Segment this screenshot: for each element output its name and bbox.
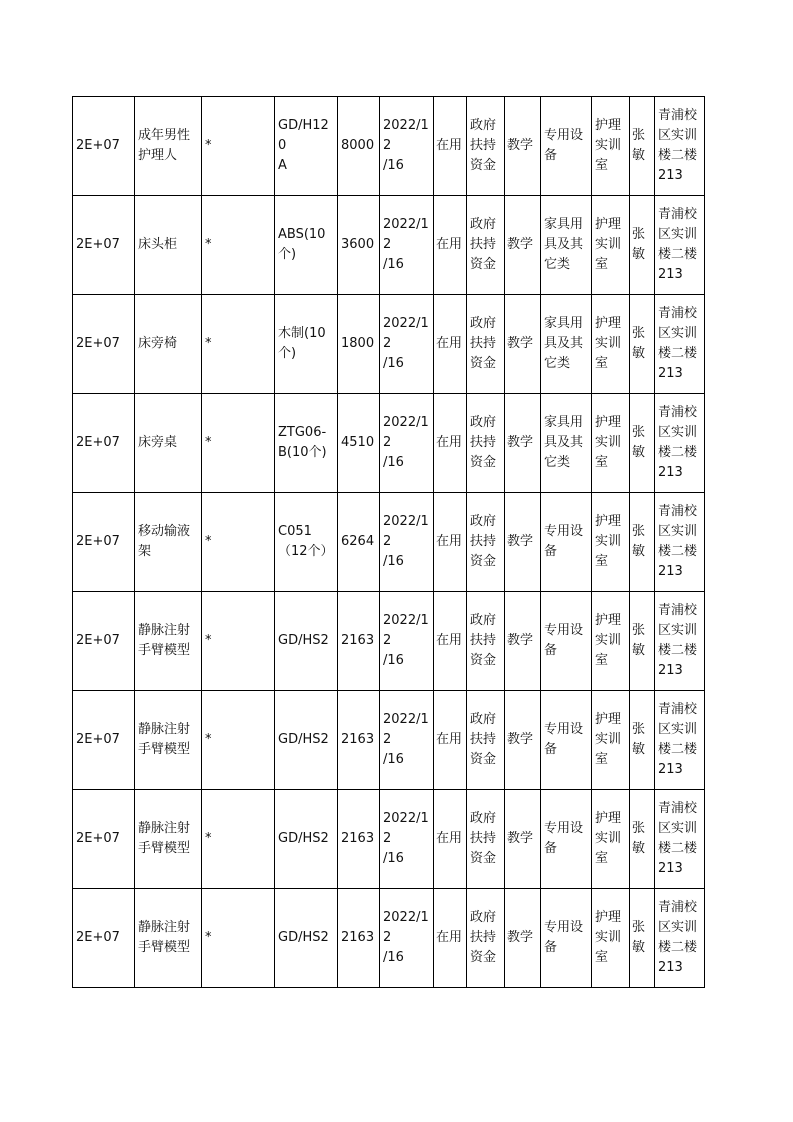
asterisk-cell: * [202,394,275,493]
table-row [73,295,705,394]
asterisk-cell: * [202,592,275,691]
department-cell: 护理 实训 室 [592,394,630,493]
status-cell: 在用 [434,493,467,592]
department-cell: 护理 实训 室 [592,790,630,889]
status-cell: 在用 [434,394,467,493]
category-cell: 专用设 备 [541,691,592,790]
price-cell: 4510 [338,394,380,493]
usage-cell: 教学 [505,295,541,394]
table-row [73,592,705,691]
usage-cell: 教学 [505,790,541,889]
status-cell: 在用 [434,196,467,295]
custodian-cell: 张 敏 [630,97,655,196]
model-cell: GD/HS2 [275,889,338,988]
location-cell: 青浦校 区实训 楼二楼 213 [655,196,705,295]
usage-cell: 教学 [505,97,541,196]
category-cell: 专用设 备 [541,790,592,889]
model-cell: GD/HS2 [275,592,338,691]
custodian-cell: 张 敏 [630,196,655,295]
location-cell: 青浦校 区实训 楼二楼 213 [655,493,705,592]
price-cell: 3600 [338,196,380,295]
asset-name-cell: 静脉注射 手臂模型 [135,790,202,889]
model-cell: ZTG06- B(10个) [275,394,338,493]
department-cell: 护理 实训 室 [592,691,630,790]
asset-name-cell: 床旁椅 [135,295,202,394]
asset-code-cell: 2E+07 [73,394,135,493]
funding-source-cell: 政府 扶持 资金 [467,295,505,394]
location-cell: 青浦校 区实训 楼二楼 213 [655,889,705,988]
status-cell: 在用 [434,592,467,691]
date-cell: 2022/12 /16 [380,394,434,493]
usage-cell: 教学 [505,394,541,493]
price-cell: 6264 [338,493,380,592]
asterisk-cell: * [202,97,275,196]
status-cell: 在用 [434,790,467,889]
price-cell: 2163 [338,790,380,889]
category-cell: 专用设 备 [541,493,592,592]
asset-name-cell: 静脉注射 手臂模型 [135,889,202,988]
custodian-cell: 张 敏 [630,295,655,394]
custodian-cell: 张 敏 [630,592,655,691]
asset-code-cell: 2E+07 [73,493,135,592]
funding-source-cell: 政府 扶持 资金 [467,493,505,592]
asterisk-cell: * [202,790,275,889]
table-row [73,493,705,592]
category-cell: 专用设 备 [541,592,592,691]
asterisk-cell: * [202,295,275,394]
location-cell: 青浦校 区实训 楼二楼 213 [655,691,705,790]
model-cell: ABS(10 个) [275,196,338,295]
status-cell: 在用 [434,295,467,394]
table-row [73,691,705,790]
funding-source-cell: 政府 扶持 资金 [467,889,505,988]
table-row [73,394,705,493]
asset-code-cell: 2E+07 [73,295,135,394]
funding-source-cell: 政府 扶持 资金 [467,790,505,889]
price-cell: 1800 [338,295,380,394]
date-cell: 2022/12 /16 [380,295,434,394]
asterisk-cell: * [202,196,275,295]
asset-name-cell: 床头柜 [135,196,202,295]
location-cell: 青浦校 区实训 楼二楼 213 [655,592,705,691]
asset-code-cell: 2E+07 [73,97,135,196]
location-cell: 青浦校 区实训 楼二楼 213 [655,790,705,889]
price-cell: 2163 [338,592,380,691]
status-cell: 在用 [434,691,467,790]
asset-code-cell: 2E+07 [73,196,135,295]
custodian-cell: 张 敏 [630,889,655,988]
model-cell: 木制(10 个) [275,295,338,394]
department-cell: 护理 实训 室 [592,889,630,988]
category-cell: 家具用 具及其 它类 [541,295,592,394]
custodian-cell: 张 敏 [630,691,655,790]
department-cell: 护理 实训 室 [592,493,630,592]
status-cell: 在用 [434,97,467,196]
date-cell: 2022/12 /16 [380,691,434,790]
asset-name-cell: 静脉注射 手臂模型 [135,691,202,790]
date-cell: 2022/12 /16 [380,196,434,295]
price-cell: 2163 [338,691,380,790]
asset-name-cell: 静脉注射 手臂模型 [135,592,202,691]
date-cell: 2022/12 /16 [380,889,434,988]
model-cell: GD/H120 A [275,97,338,196]
department-cell: 护理 实训 室 [592,97,630,196]
funding-source-cell: 政府 扶持 资金 [467,97,505,196]
table-row [73,196,705,295]
department-cell: 护理 实训 室 [592,295,630,394]
category-cell: 专用设 备 [541,97,592,196]
date-cell: 2022/12 /16 [380,592,434,691]
asset-name-cell: 床旁桌 [135,394,202,493]
category-cell: 家具用 具及其 它类 [541,196,592,295]
location-cell: 青浦校 区实训 楼二楼 213 [655,97,705,196]
model-cell: C051 （12个） [275,493,338,592]
model-cell: GD/HS2 [275,691,338,790]
table-row [73,790,705,889]
funding-source-cell: 政府 扶持 资金 [467,691,505,790]
funding-source-cell: 政府 扶持 资金 [467,592,505,691]
usage-cell: 教学 [505,592,541,691]
asset-code-cell: 2E+07 [73,691,135,790]
usage-cell: 教学 [505,493,541,592]
model-cell: GD/HS2 [275,790,338,889]
location-cell: 青浦校 区实训 楼二楼 213 [655,295,705,394]
asset-name-cell: 移动输液 架 [135,493,202,592]
custodian-cell: 张 敏 [630,790,655,889]
asset-table [72,96,705,988]
department-cell: 护理 实训 室 [592,592,630,691]
custodian-cell: 张 敏 [630,394,655,493]
price-cell: 2163 [338,889,380,988]
table-row [73,97,705,196]
usage-cell: 教学 [505,196,541,295]
table-body [73,97,705,988]
date-cell: 2022/12 /16 [380,790,434,889]
category-cell: 专用设 备 [541,889,592,988]
status-cell: 在用 [434,889,467,988]
funding-source-cell: 政府 扶持 资金 [467,196,505,295]
table-row [73,889,705,988]
price-cell: 8000 [338,97,380,196]
usage-cell: 教学 [505,889,541,988]
asterisk-cell: * [202,493,275,592]
asset-code-cell: 2E+07 [73,592,135,691]
funding-source-cell: 政府 扶持 资金 [467,394,505,493]
usage-cell: 教学 [505,691,541,790]
asterisk-cell: * [202,889,275,988]
asterisk-cell: * [202,691,275,790]
asset-name-cell: 成年男性 护理人 [135,97,202,196]
category-cell: 家具用 具及其 它类 [541,394,592,493]
department-cell: 护理 实训 室 [592,196,630,295]
date-cell: 2022/12 /16 [380,97,434,196]
asset-code-cell: 2E+07 [73,889,135,988]
custodian-cell: 张 敏 [630,493,655,592]
date-cell: 2022/12 /16 [380,493,434,592]
asset-code-cell: 2E+07 [73,790,135,889]
location-cell: 青浦校 区实训 楼二楼 213 [655,394,705,493]
